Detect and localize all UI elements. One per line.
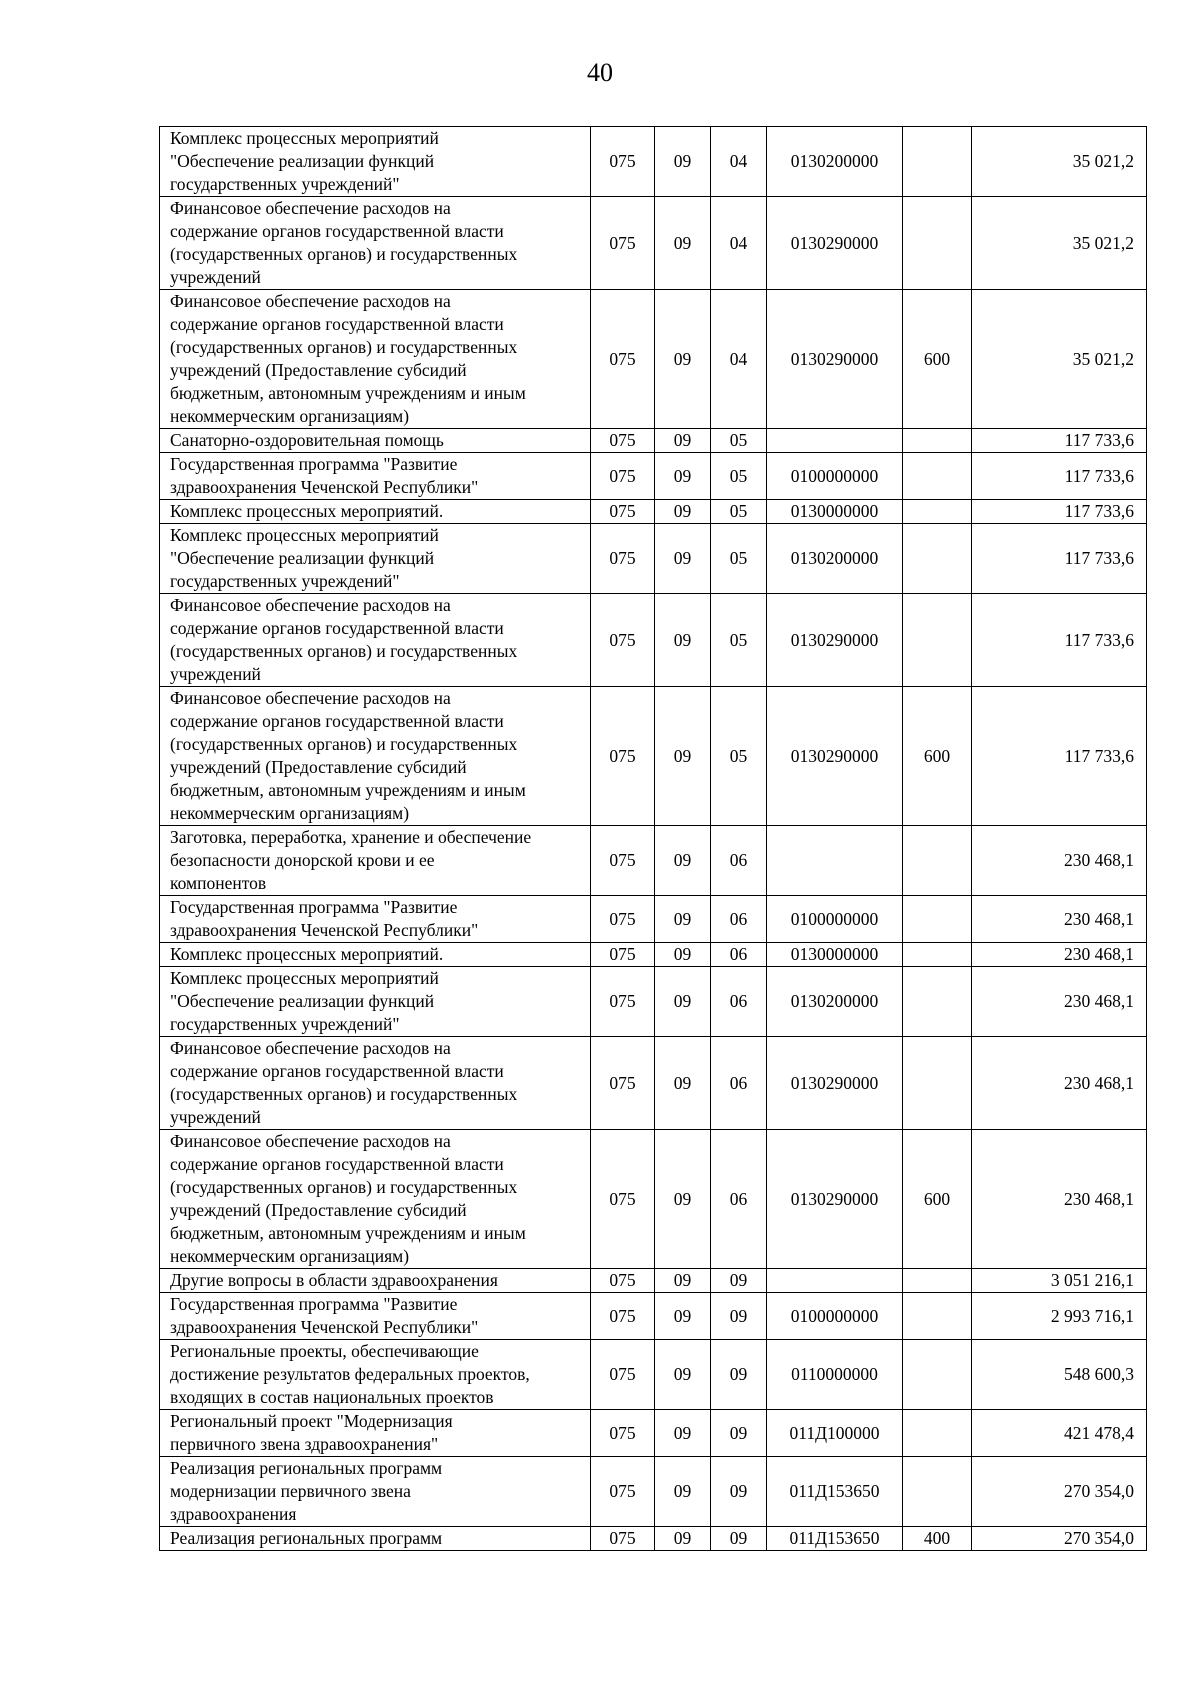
section-code-cell: 09 <box>655 1037 711 1130</box>
amount-cell: 35 021,2 <box>972 127 1147 197</box>
table-row <box>160 290 1147 429</box>
item-name-cell <box>160 290 591 429</box>
item-name-line: Финансовое обеспечение расходов на <box>170 688 451 708</box>
table-row <box>160 896 1147 943</box>
table-row <box>160 826 1147 896</box>
item-name-line: (государственных органов) и государственных <box>170 244 518 264</box>
subsection-code-cell: 06 <box>711 896 767 943</box>
item-name-line: Комплекс процессных мероприятий <box>170 128 439 148</box>
subsection-code-cell: 09 <box>711 1527 767 1551</box>
item-name-cell <box>160 1037 591 1130</box>
expense-type-code-cell <box>903 896 972 943</box>
item-name-line: содержание органов государственной власти <box>170 711 504 731</box>
item-name-line: Государственная программа "Развитие <box>170 1294 458 1314</box>
section-code-cell: 09 <box>655 1457 711 1527</box>
ministry-code-cell: 075 <box>591 594 655 687</box>
expense-type-code-cell <box>903 1269 972 1293</box>
item-name-line: входящих в состав национальных проектов <box>170 1387 494 1407</box>
expense-type-code-cell <box>903 524 972 594</box>
amount-cell: 117 733,6 <box>972 429 1147 453</box>
item-name-line: (государственных органов) и государственных <box>170 1084 518 1104</box>
item-name-line: Реализация региональных программ <box>170 1458 443 1478</box>
item-name-line: содержание органов государственной власти <box>170 1154 504 1174</box>
subsection-code-cell: 05 <box>711 594 767 687</box>
item-name-line: компонентов <box>170 873 267 893</box>
target-article-code-cell: 0130000000 <box>767 500 903 524</box>
amount-cell: 117 733,6 <box>972 594 1147 687</box>
expense-type-code-cell <box>903 1293 972 1340</box>
item-name-line: безопасности донорской крови и ее <box>170 850 435 870</box>
section-code-cell: 09 <box>655 826 711 896</box>
section-code-cell: 09 <box>655 1410 711 1457</box>
item-name-line: содержание органов государственной власти <box>170 221 504 241</box>
subsection-code-cell: 09 <box>711 1457 767 1527</box>
expense-type-code-cell <box>903 1037 972 1130</box>
ministry-code-cell: 075 <box>591 453 655 500</box>
item-name-line: (государственных органов) и государственных <box>170 734 518 754</box>
target-article-code-cell: 0130200000 <box>767 524 903 594</box>
page-number: 40 <box>587 58 613 87</box>
item-name-line: Финансовое обеспечение расходов на <box>170 1038 451 1058</box>
table-row <box>160 1457 1147 1527</box>
item-name-line: Региональный проект "Модернизация <box>170 1411 453 1431</box>
item-name-line: содержание органов государственной власти <box>170 1061 504 1081</box>
item-name-line: (государственных органов) и государственных <box>170 1177 518 1197</box>
subsection-code-cell: 09 <box>711 1410 767 1457</box>
item-name-cell <box>160 127 591 197</box>
item-name-line: бюджетным, автономным учреждениям и иным <box>170 780 526 800</box>
subsection-code-cell: 05 <box>711 687 767 826</box>
amount-cell: 421 478,4 <box>972 1410 1147 1457</box>
section-code-cell: 09 <box>655 687 711 826</box>
item-name-line: учреждений <box>170 664 261 684</box>
expense-type-code-cell <box>903 967 972 1037</box>
section-code-cell: 09 <box>655 1130 711 1269</box>
amount-cell: 117 733,6 <box>972 500 1147 524</box>
item-name-line: учреждений (Предоставление субсидий <box>170 757 467 777</box>
item-name-line: Финансовое обеспечение расходов на <box>170 198 451 218</box>
item-name-line: Финансовое обеспечение расходов на <box>170 1131 451 1151</box>
subsection-code-cell: 09 <box>711 1340 767 1410</box>
expense-type-code-cell <box>903 594 972 687</box>
ministry-code-cell: 075 <box>591 1269 655 1293</box>
item-name-line: некоммерческим организациям) <box>170 406 410 426</box>
amount-cell: 35 021,2 <box>972 197 1147 290</box>
subsection-code-cell: 06 <box>711 943 767 967</box>
table-row <box>160 453 1147 500</box>
ministry-code-cell: 075 <box>591 127 655 197</box>
item-name-cell <box>160 943 591 967</box>
item-name-line: бюджетным, автономным учреждениям и иным <box>170 383 526 403</box>
target-article-code-cell: 0130290000 <box>767 197 903 290</box>
ministry-code-cell: 075 <box>591 687 655 826</box>
item-name-cell <box>160 1527 591 1551</box>
table-body <box>160 127 1147 1551</box>
amount-cell: 270 354,0 <box>972 1527 1147 1551</box>
item-name-cell <box>160 1457 591 1527</box>
section-code-cell: 09 <box>655 967 711 1037</box>
table-row <box>160 943 1147 967</box>
ministry-code-cell: 075 <box>591 1340 655 1410</box>
ministry-code-cell: 075 <box>591 429 655 453</box>
item-name-cell <box>160 1410 591 1457</box>
amount-cell: 3 051 216,1 <box>972 1269 1147 1293</box>
item-name-line: здравоохранения <box>170 1504 297 1524</box>
item-name-line: бюджетным, автономным учреждениям и иным <box>170 1223 526 1243</box>
table-row <box>160 429 1147 453</box>
expense-type-code-cell <box>903 826 972 896</box>
ministry-code-cell: 075 <box>591 500 655 524</box>
table-row <box>160 1527 1147 1551</box>
expense-type-code-cell: 600 <box>903 687 972 826</box>
subsection-code-cell: 09 <box>711 1293 767 1340</box>
budget-table <box>159 126 1147 1551</box>
amount-cell: 230 468,1 <box>972 826 1147 896</box>
subsection-code-cell: 04 <box>711 197 767 290</box>
item-name-line: "Обеспечение реализации функций <box>170 548 435 568</box>
ministry-code-cell: 075 <box>591 290 655 429</box>
subsection-code-cell: 09 <box>711 1269 767 1293</box>
section-code-cell: 09 <box>655 1269 711 1293</box>
ministry-code-cell: 075 <box>591 197 655 290</box>
item-name-line: учреждений <box>170 1107 261 1127</box>
amount-cell: 230 468,1 <box>972 1130 1147 1269</box>
item-name-line: Государственная программа "Развитие <box>170 897 458 917</box>
section-code-cell: 09 <box>655 1293 711 1340</box>
item-name-line: (государственных органов) и государственных <box>170 641 518 661</box>
item-name-line: учреждений (Предоставление субсидий <box>170 360 467 380</box>
ministry-code-cell: 075 <box>591 896 655 943</box>
expense-type-code-cell: 600 <box>903 1130 972 1269</box>
item-name-line: Комплекс процессных мероприятий <box>170 968 439 988</box>
item-name-line: Региональные проекты, обеспечивающие <box>170 1341 479 1361</box>
amount-cell: 270 354,0 <box>972 1457 1147 1527</box>
table-row <box>160 197 1147 290</box>
subsection-code-cell: 05 <box>711 500 767 524</box>
target-article-code-cell: 0100000000 <box>767 896 903 943</box>
section-code-cell: 09 <box>655 1340 711 1410</box>
table-row <box>160 127 1147 197</box>
ministry-code-cell: 075 <box>591 943 655 967</box>
target-article-code-cell: 0130290000 <box>767 1130 903 1269</box>
expense-type-code-cell <box>903 1410 972 1457</box>
table-row <box>160 1293 1147 1340</box>
item-name-cell <box>160 1130 591 1269</box>
ministry-code-cell: 075 <box>591 1457 655 1527</box>
target-article-code-cell: 0100000000 <box>767 453 903 500</box>
table-row <box>160 967 1147 1037</box>
table-row <box>160 687 1147 826</box>
item-name-line: модернизации первичного звена <box>170 1481 411 1501</box>
table-row <box>160 1130 1147 1269</box>
target-article-code-cell: 0130000000 <box>767 943 903 967</box>
section-code-cell: 09 <box>655 1527 711 1551</box>
item-name-line: (государственных органов) и государственных <box>170 337 518 357</box>
target-article-code-cell: 011Д153650 <box>767 1457 903 1527</box>
section-code-cell: 09 <box>655 453 711 500</box>
table-row <box>160 1269 1147 1293</box>
item-name-cell <box>160 896 591 943</box>
item-name-line: здравоохранения Чеченской Республики" <box>170 920 479 940</box>
item-name-line: учреждений <box>170 267 261 287</box>
subsection-code-cell: 05 <box>711 429 767 453</box>
item-name-line: здравоохранения Чеченской Республики" <box>170 1317 479 1337</box>
ministry-code-cell: 075 <box>591 1410 655 1457</box>
item-name-line: достижение результатов федеральных проектов, <box>170 1364 530 1384</box>
table-row <box>160 524 1147 594</box>
ministry-code-cell: 075 <box>591 826 655 896</box>
target-article-code-cell <box>767 429 903 453</box>
item-name-line: Реализация региональных программ <box>170 1528 443 1548</box>
item-name-line: Санаторно-оздоровительная помощь <box>170 430 444 450</box>
item-name-line: учреждений (Предоставление субсидий <box>170 1200 467 1220</box>
item-name-line: государственных учреждений" <box>170 174 400 194</box>
amount-cell: 117 733,6 <box>972 453 1147 500</box>
section-code-cell: 09 <box>655 524 711 594</box>
table-row <box>160 1410 1147 1457</box>
amount-cell: 35 021,2 <box>972 290 1147 429</box>
target-article-code-cell: 0110000000 <box>767 1340 903 1410</box>
amount-cell: 230 468,1 <box>972 943 1147 967</box>
item-name-line: Финансовое обеспечение расходов на <box>170 291 451 311</box>
ministry-code-cell: 075 <box>591 1527 655 1551</box>
item-name-cell <box>160 967 591 1037</box>
target-article-code-cell: 0130290000 <box>767 594 903 687</box>
item-name-cell <box>160 453 591 500</box>
expense-type-code-cell: 400 <box>903 1527 972 1551</box>
item-name-cell <box>160 524 591 594</box>
item-name-cell <box>160 429 591 453</box>
subsection-code-cell: 04 <box>711 127 767 197</box>
expense-type-code-cell <box>903 1340 972 1410</box>
item-name-cell <box>160 197 591 290</box>
item-name-cell <box>160 1340 591 1410</box>
item-name-cell <box>160 826 591 896</box>
target-article-code-cell: 0130290000 <box>767 687 903 826</box>
item-name-line: здравоохранения Чеченской Республики" <box>170 477 479 497</box>
table-row <box>160 1037 1147 1130</box>
item-name-line: первичного звена здравоохранения" <box>170 1434 439 1454</box>
item-name-cell <box>160 687 591 826</box>
item-name-cell <box>160 500 591 524</box>
item-name-cell <box>160 1293 591 1340</box>
expense-type-code-cell <box>903 500 972 524</box>
section-code-cell: 09 <box>655 197 711 290</box>
section-code-cell: 09 <box>655 429 711 453</box>
amount-cell: 230 468,1 <box>972 1037 1147 1130</box>
ministry-code-cell: 075 <box>591 524 655 594</box>
item-name-cell <box>160 1269 591 1293</box>
item-name-line: Комплекс процессных мероприятий. <box>170 501 444 521</box>
amount-cell: 117 733,6 <box>972 687 1147 826</box>
target-article-code-cell: 011Д100000 <box>767 1410 903 1457</box>
section-code-cell: 09 <box>655 127 711 197</box>
amount-cell: 230 468,1 <box>972 896 1147 943</box>
subsection-code-cell: 05 <box>711 524 767 594</box>
target-article-code-cell: 0130290000 <box>767 1037 903 1130</box>
section-code-cell: 09 <box>655 896 711 943</box>
item-name-line: Государственная программа "Развитие <box>170 454 458 474</box>
ministry-code-cell: 075 <box>591 1293 655 1340</box>
expense-type-code-cell <box>903 453 972 500</box>
expense-type-code-cell <box>903 1457 972 1527</box>
target-article-code-cell <box>767 826 903 896</box>
expense-type-code-cell: 600 <box>903 290 972 429</box>
ministry-code-cell: 075 <box>591 967 655 1037</box>
item-name-line: Комплекс процессных мероприятий. <box>170 944 444 964</box>
ministry-code-cell: 075 <box>591 1130 655 1269</box>
amount-cell: 548 600,3 <box>972 1340 1147 1410</box>
section-code-cell: 09 <box>655 594 711 687</box>
subsection-code-cell: 06 <box>711 967 767 1037</box>
item-name-line: государственных учреждений" <box>170 1014 400 1034</box>
item-name-line: "Обеспечение реализации функций <box>170 991 435 1011</box>
item-name-line: некоммерческим организациям) <box>170 1246 410 1266</box>
expense-type-code-cell <box>903 429 972 453</box>
item-name-line: государственных учреждений" <box>170 571 400 591</box>
item-name-line: "Обеспечение реализации функций <box>170 151 435 171</box>
section-code-cell: 09 <box>655 943 711 967</box>
table-row <box>160 594 1147 687</box>
subsection-code-cell: 06 <box>711 826 767 896</box>
item-name-line: Финансовое обеспечение расходов на <box>170 595 451 615</box>
subsection-code-cell: 06 <box>711 1037 767 1130</box>
table-row <box>160 1340 1147 1410</box>
section-code-cell: 09 <box>655 500 711 524</box>
item-name-line: Другие вопросы в области здравоохранения <box>170 1270 498 1290</box>
target-article-code-cell: 0100000000 <box>767 1293 903 1340</box>
subsection-code-cell: 05 <box>711 453 767 500</box>
subsection-code-cell: 04 <box>711 290 767 429</box>
item-name-line: некоммерческим организациям) <box>170 803 410 823</box>
target-article-code-cell: 0130200000 <box>767 127 903 197</box>
target-article-code-cell: 011Д153650 <box>767 1527 903 1551</box>
item-name-line: содержание органов государственной власти <box>170 314 504 334</box>
item-name-line: Заготовка, переработка, хранение и обеспечение <box>170 827 532 847</box>
expense-type-code-cell <box>903 197 972 290</box>
amount-cell: 2 993 716,1 <box>972 1293 1147 1340</box>
amount-cell: 117 733,6 <box>972 524 1147 594</box>
item-name-line: содержание органов государственной власти <box>170 618 504 638</box>
expense-type-code-cell <box>903 943 972 967</box>
target-article-code-cell: 0130200000 <box>767 967 903 1037</box>
target-article-code-cell <box>767 1269 903 1293</box>
expense-type-code-cell <box>903 127 972 197</box>
target-article-code-cell: 0130290000 <box>767 290 903 429</box>
table-row <box>160 500 1147 524</box>
ministry-code-cell: 075 <box>591 1037 655 1130</box>
amount-cell: 230 468,1 <box>972 967 1147 1037</box>
section-code-cell: 09 <box>655 290 711 429</box>
item-name-line: Комплекс процессных мероприятий <box>170 525 439 545</box>
item-name-cell <box>160 594 591 687</box>
subsection-code-cell: 06 <box>711 1130 767 1269</box>
